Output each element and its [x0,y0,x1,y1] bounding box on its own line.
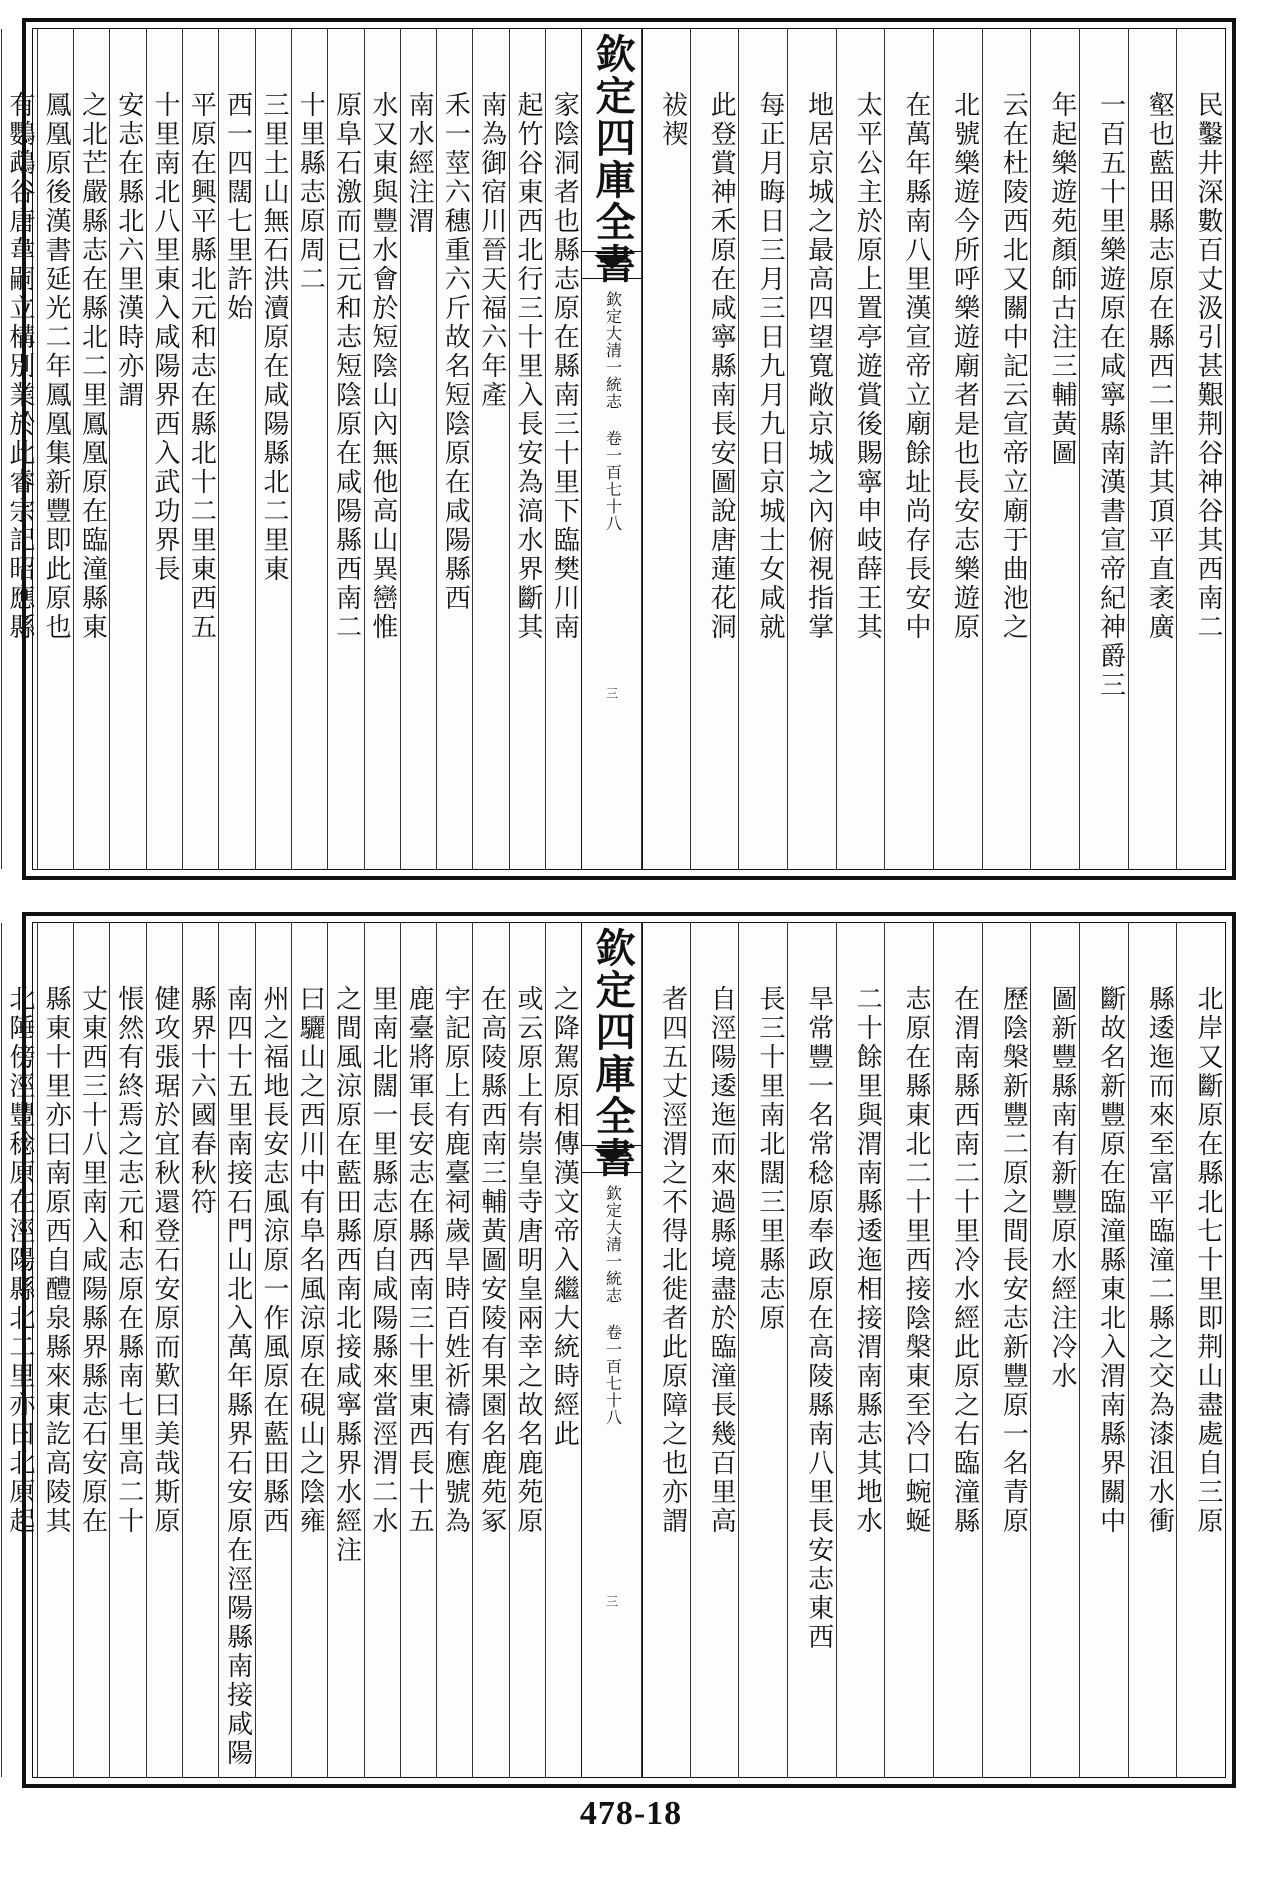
text-column: 十里南北八里東入咸陽界西入武功界長 [146,29,182,869]
top-center-column [581,29,643,869]
text-column: 南四十五里南接石門山北入萬年縣界石安原在涇陽縣南接咸陽 [218,923,254,1777]
text-column: 北陲傍涇豐稔原在涇陽縣北二里亦曰北原起 [1,923,37,1777]
volume-info: 欽定大清一統志 卷一百七十八 [603,291,623,532]
text-column: 縣界十六國春秋符 [182,923,218,1777]
page-marker: 三 [604,1595,619,1607]
text-column: 起竹谷東西北行三十里入長安為滈水界斷其 [509,29,545,869]
text-column: 縣逶迤而來至富平臨潼二縣之交為漆沮水衝 [1128,923,1177,1777]
page-number-footer: 478-18 [579,1795,683,1832]
text-column: 三里土山無石洪瀆原在咸陽縣北二里東 [255,29,291,869]
text-column: 斷故名新豐原在臨潼縣東北入渭南縣界關中 [1079,923,1128,1777]
fish-tail-mark [582,1145,642,1173]
text-column: 在渭南縣西南二十里冷水經此原之右臨潼縣 [933,923,982,1777]
text-column: 志原在縣東北二十里西接陰槃東至冷口蜿蜒 [884,923,933,1777]
text-column: 丈東西三十八里南入咸陽縣界縣志石安原在 [73,923,109,1777]
volume-info: 欽定大清一統志 卷一百七十八 [603,1185,623,1426]
text-column: 鳳凰原後漢書延光二年鳳凰集新豐即此原也 [37,29,73,869]
text-column: 州之福地長安志風涼原一作風原在藍田縣西 [255,923,291,1777]
text-column: 曰驪山之西川中有阜名風涼原在硯山之陰雍 [291,923,327,1777]
text-column: 圖新豐縣南有新豐原水經注冷水 [1030,923,1079,1777]
text-column: 有鸚鵡谷唐韋嗣立構別業於此睿宗記昭應縣 [1,29,37,869]
text-column: 悵然有終焉之志元和志原在縣南七里高二十 [109,923,145,1777]
text-column: 水又東與豐水會於短陰山內無他高山異巒惟 [364,29,400,869]
text-column: 南水經注渭 [400,29,436,869]
text-column: 者四五丈涇渭之不得北徙者此原障之也亦謂 [641,923,690,1777]
text-column: 健攻張琚於宜秋還登石安原而歎曰美哉斯原 [146,923,182,1777]
text-column: 每正月晦日三月三日九月九日京城士女咸就 [738,29,787,869]
text-column: 之降駕原相傳漢文帝入繼大統時經此 [545,923,581,1777]
text-column: 二十餘里與渭南縣逶迤相接渭南縣志其地水 [836,923,885,1777]
page-marker: 三 [604,687,619,699]
text-column: 壑也藍田縣志原在縣西二里許其頂平直袤廣 [1128,29,1177,869]
text-column: 安志在縣北六里漢時亦謂 [109,29,145,869]
text-column: 歷陰槃新豐二原之間長安志新豐原一名青原 [982,923,1031,1777]
text-column: 在高陵縣西南三輔黃圖安陵有果園名鹿苑冢 [472,923,508,1777]
text-column: 一百五十里樂遊原在咸寧縣南漢書宣帝紀神爵三 [1079,29,1128,869]
text-column: 縣東十里亦曰南原西自醴泉縣來東訖高陵其 [37,923,73,1777]
text-column: 之北芒嚴縣志在縣北二里鳳凰原在臨潼縣東 [73,29,109,869]
text-column: 西一四闊七里許始 [218,29,254,869]
bottom-center-column [581,923,643,1777]
fish-tail-mark [582,251,642,279]
top-page-frame [4,28,1226,870]
text-column: 在萬年縣南八里漢宣帝立廟餘址尚存長安中 [884,29,933,869]
text-column: 南為御宿川晉天福六年產 [472,29,508,869]
text-column: 家陰洞者也縣志原在縣南三十里下臨樊川南 [545,29,581,869]
text-column: 原阜石激而已元和志短陰原在咸陽縣西南二 [327,29,363,869]
top-left-half [4,29,581,869]
text-column: 云在杜陵西北又關中記云宣帝立廟于曲池之 [982,29,1031,869]
book-title: 欽定四庫全書 [589,33,637,285]
text-column: 平原在興平縣北元和志在縣北十二里東西五 [182,29,218,869]
bottom-page-frame [4,922,1226,1778]
bottom-page [4,912,1236,1788]
bottom-right-half [641,923,1225,1777]
top-right-half [641,29,1225,869]
text-column: 祓禊 [641,29,690,869]
text-column: 或云原上有崇皇寺唐明皇兩幸之故名鹿苑原 [509,923,545,1777]
text-column: 北號樂遊今所呼樂遊廟者是也長安志樂遊原 [933,29,982,869]
text-column: 鹿臺將軍長安志在縣西南三十里東西長十五 [400,923,436,1777]
text-column: 之間風涼原在藍田縣西南北接咸寧縣界水經注 [327,923,363,1777]
top-page [4,18,1236,880]
text-column: 旱常豐一名常稔原奉政原在高陵縣南八里長安志東西 [787,923,836,1777]
text-column: 此登賞神禾原在咸寧縣南長安圖說唐蓮花洞 [690,29,739,869]
text-column: 地居京城之最高四望寬敞京城之內俯視指掌 [787,29,836,869]
text-column: 民鑿井深數百丈汲引甚艱荆谷神谷其西南二 [1176,29,1225,869]
bottom-left-half [4,923,581,1777]
text-column: 十里縣志原周二 [291,29,327,869]
text-column: 太平公主於原上置亭遊賞後賜寧申岐薛王其 [836,29,885,869]
book-title: 欽定四庫全書 [589,927,637,1179]
text-column: 年起樂遊苑顏師古注三輔黃圖 [1030,29,1079,869]
text-column: 自涇陽逶迤而來過縣境盡於臨潼長幾百里高 [690,923,739,1777]
text-column: 宇記原上有鹿臺祠歲旱時百姓祈禱有應號為 [436,923,472,1777]
text-column: 禾一莖六穗重六斤故名短陰原在咸陽縣西 [436,29,472,869]
text-column: 北岸又斷原在縣北七十里即荆山盡處自三原 [1176,923,1225,1777]
text-column: 長三十里南北闊三里縣志原 [738,923,787,1777]
text-column: 里南北闊一里縣志原自咸陽縣來當涇渭二水 [364,923,400,1777]
